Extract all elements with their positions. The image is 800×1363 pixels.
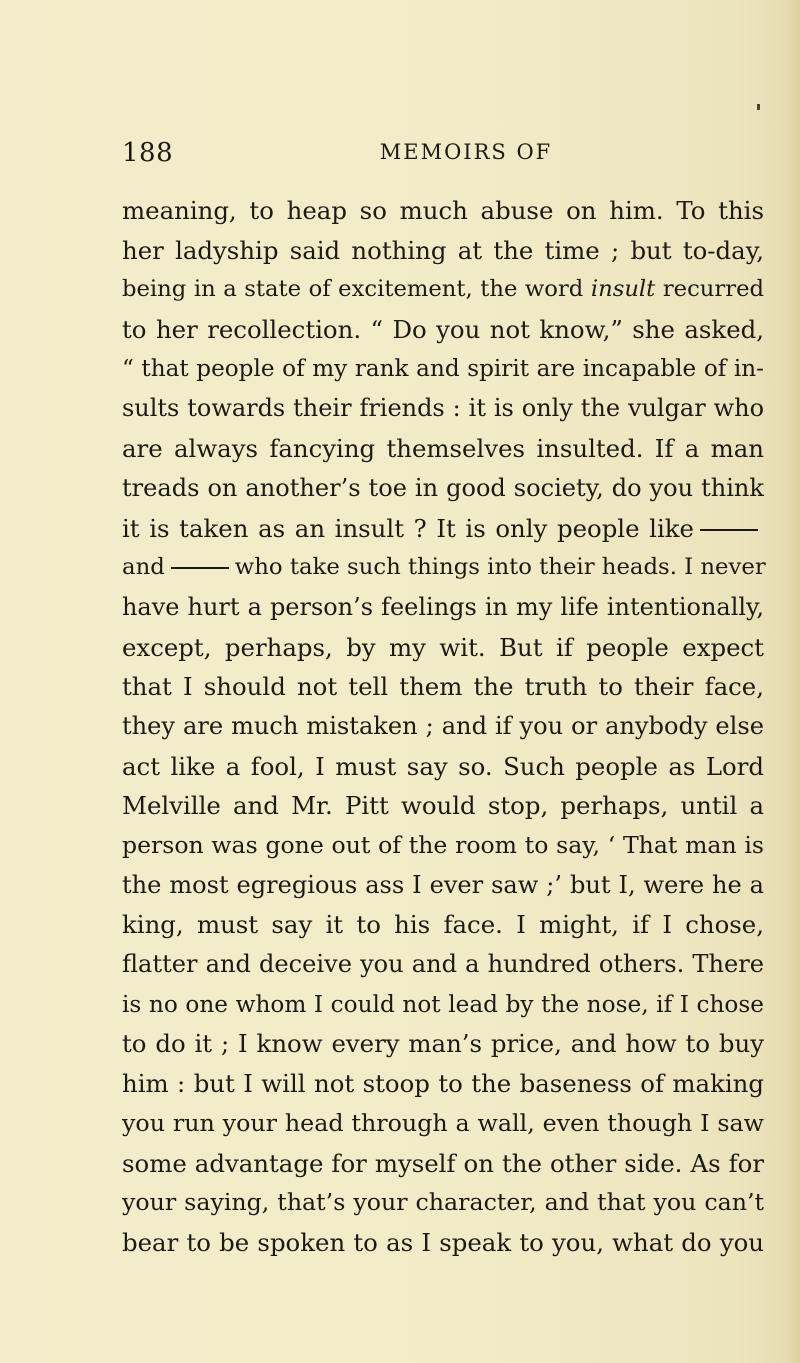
em-dash-rule <box>171 567 229 569</box>
text-line: flatter and deceive you and a hundred others. There <box>122 950 764 979</box>
running-title: MEMOIRS OF <box>379 140 553 164</box>
page-number: 188 <box>122 138 174 168</box>
text-line: it is taken as an insult ? It is only people like <box>122 509 764 549</box>
text-line: meaning, to heap so much abuse on him. To this <box>122 196 764 225</box>
emphasized-word: insult <box>590 276 656 303</box>
body-text <box>122 191 764 1263</box>
text-line: to do it ; I know every man’s price, and how to buy <box>122 1029 764 1059</box>
text-line: Melville and Mr. Pitt would stop, perhaps, until a <box>122 791 764 821</box>
text-line: that I should not tell them the truth to their face, <box>122 672 764 702</box>
text-line: act like a fool, I must say so. Such people as Lord <box>122 751 764 781</box>
text-line: her ladyship said nothing at the time ; but to-day, <box>122 235 764 265</box>
text-line: your saying, that’s your character, and that you can’t <box>122 1188 764 1217</box>
text-line: bear to be spoken to as I speak to you, what do you <box>122 1227 764 1257</box>
text-line: king, must say it to his face. I might, if I chose, <box>122 910 764 940</box>
text-line: and who take such things into their heads. I never <box>122 554 766 581</box>
text-line: they are much mistaken ; and if you or anybody else <box>122 711 764 740</box>
text-line: being in a state of excitement, the word insult recurred <box>122 276 764 303</box>
text-line: have hurt a person’s feelings in my life intentionally, <box>122 592 764 621</box>
text-line: sults towards their friends : it is only the vulgar who <box>122 394 764 423</box>
text-line: “ that people of my rank and spirit are incapable of in- <box>122 355 764 382</box>
text-line: the most egregious ass I ever saw ;’ but I, were he a <box>122 870 764 899</box>
text-line: are always fancying themselves insulted. If a man <box>122 434 764 464</box>
text-line: treads on another’s toe in good society, do you think <box>122 473 764 502</box>
page-edge-shadow <box>784 0 800 1363</box>
ink-speck <box>757 104 760 110</box>
em-dash-rule <box>700 529 758 531</box>
text-line: him : but I will not stoop to the baseness of making <box>122 1069 764 1099</box>
text-line: is no one whom I could not lead by the nose, if I chose <box>122 990 764 1018</box>
text-line: to her recollection. “ Do you not know,” she asked, <box>122 315 764 345</box>
text-line: you run your head through a wall, even though I saw <box>122 1108 764 1137</box>
text-line: person was gone out of the room to say, ‘ That man is <box>122 831 764 859</box>
text-line: some advantage for myself on the other side. As for <box>122 1148 764 1178</box>
text-line: except, perhaps, by my wit. But if people expect <box>122 632 764 662</box>
running-head <box>122 138 762 174</box>
